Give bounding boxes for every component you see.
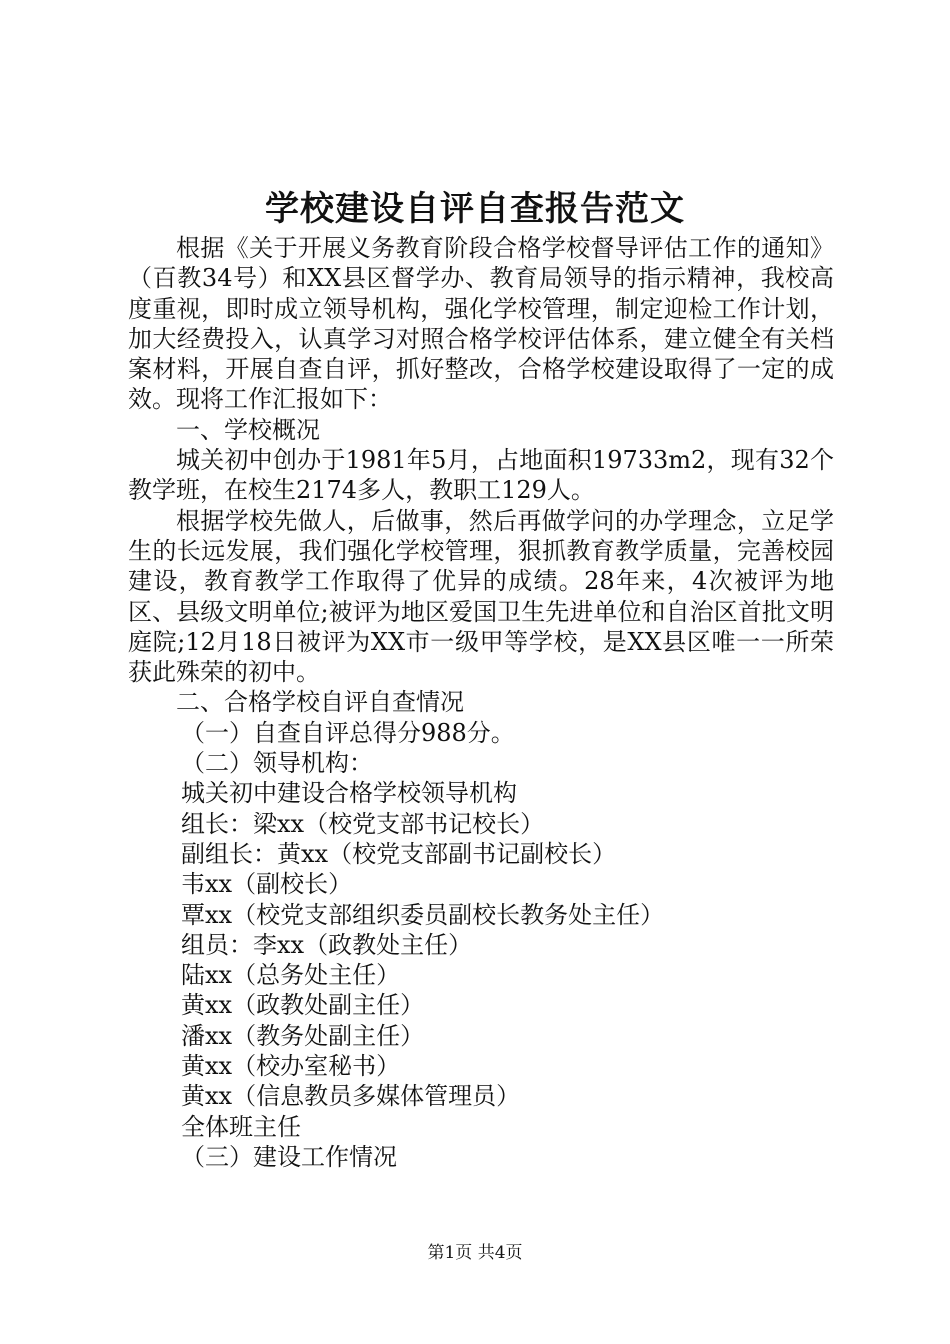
document-title: 学校建设自评自查报告范文 [265, 189, 685, 229]
self-evaluation-score-line: （一）自查自评总得分988分。 [181, 718, 515, 747]
team-member-line: 副组长：黄xx（校党支部副书记副校长） [181, 839, 617, 868]
team-member-line: 韦xx（副校长） [181, 870, 353, 899]
team-member-line: 陆xx（总务处主任） [181, 961, 401, 990]
leadership-org-name-line: 城关初中建设合格学校领导机构 [181, 779, 517, 808]
page-number-footer: 第1页 共4页 [427, 1243, 523, 1263]
team-member-line: 全体班主任 [181, 1112, 301, 1141]
document-body [128, 233, 834, 1172]
overview-paragraph: 城关初中创办于1981年5月，占地面积19733m2，现有32个教学班，在校生2174多人，教职工129人。 [128, 446, 834, 505]
team-member-line: 覃xx（校党支部组织委员副校长教务处主任） [181, 900, 665, 929]
construction-heading-line: （三）建设工作情况 [181, 1142, 397, 1171]
team-member-line: 组员：李xx（政教处主任） [181, 930, 473, 959]
intro-paragraph: 根据《关于开展义务教育阶段合格学校督导评估工作的通知》（百教34号）和XX县区督学办、教育局领导的指示精神，我校高度重视，即时成立领导机构，强化学校管理，制定迎检工作计划，加大经费投入，认真学习对照合格学校评估体系，建立健全有关档案材料，开展自查自评，抓好整改，合格学校建设取得了一定的成效。现将工作汇报如下： [128, 234, 834, 414]
team-member-line: 黄xx（信息教员多媒体管理员） [181, 1082, 521, 1111]
section-heading-self-evaluation: 二、合格学校自评自查情况 [176, 688, 464, 717]
team-member-line: 黄xx（政教处副主任） [181, 991, 425, 1020]
team-member-line: 潘xx（教务处副主任） [181, 1021, 425, 1050]
team-member-line: 黄xx（校办室秘书） [181, 1052, 401, 1081]
leadership-heading-line: （二）领导机构： [181, 749, 373, 778]
achievements-paragraph: 根据学校先做人，后做事，然后再做学问的办学理念，立足学生的长远发展，我们强化学校管理，狠抓教育教学质量，完善校园建设，教育教学工作取得了优异的成绩。28年来，4次被评为地区、县级文明单位;被评为地区爱国卫生先进单位和自治区首批文明庭院;12月18日被评为XX市一级甲等学校，是XX县区唯一一所荣获此殊荣的初中。 [128, 506, 834, 687]
section-heading-overview: 一、学校概况 [176, 415, 320, 444]
team-member-line: 组长：梁xx（校党支部书记校长） [181, 809, 545, 838]
